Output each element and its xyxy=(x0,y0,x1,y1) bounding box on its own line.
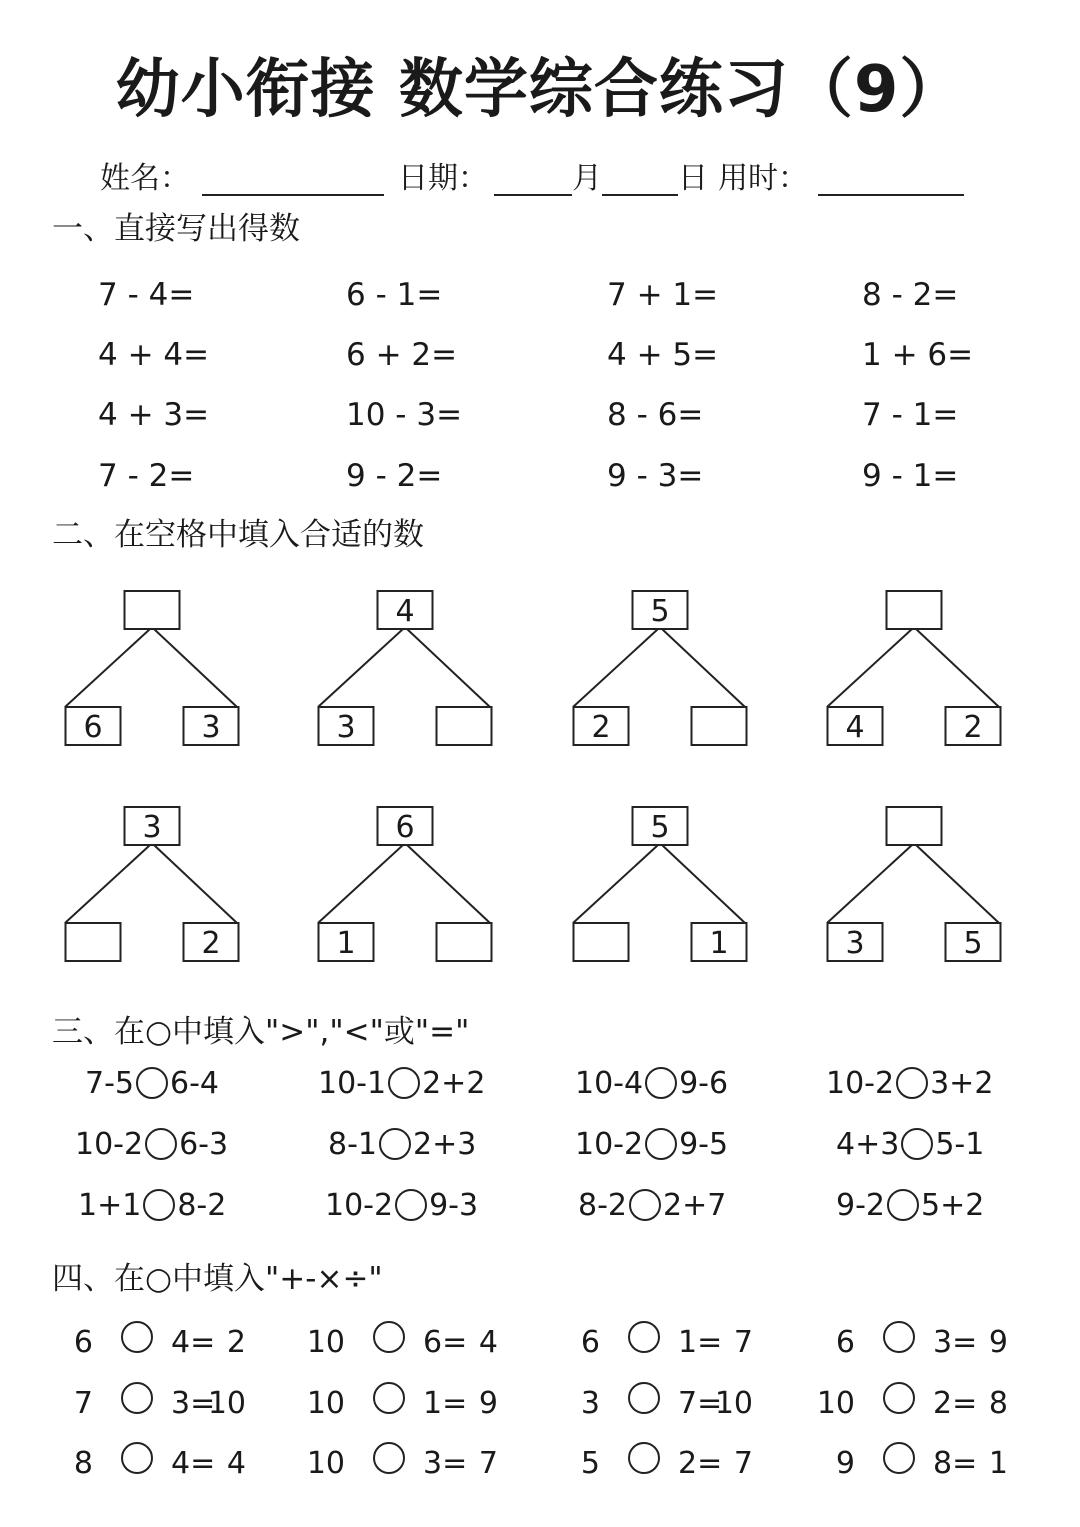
number-bond-tree xyxy=(318,807,492,961)
compare-right-expression: 2+3 xyxy=(413,1126,477,1162)
first-operand: 8 xyxy=(73,1446,93,1481)
bond-number: 2 xyxy=(963,710,983,745)
bond-line-right xyxy=(916,845,999,923)
answer-circle[interactable] xyxy=(136,1067,168,1099)
compare-right-expression: 5+2 xyxy=(921,1187,985,1223)
arithmetic-problem[interactable]: 7 + 1= xyxy=(607,277,719,313)
operator-circle[interactable] xyxy=(373,1321,405,1353)
section4-title: 四、在○中填入"+-×÷" xyxy=(52,1261,383,1297)
arithmetic-problem[interactable]: 6 - 1= xyxy=(346,277,443,313)
operator-row xyxy=(0,1323,1080,1363)
second-operand: 1= xyxy=(423,1386,468,1421)
bond-number: 1 xyxy=(709,926,729,961)
bond-top-box[interactable] xyxy=(125,591,180,629)
first-operand: 6 xyxy=(835,1325,855,1360)
bond-number: 5 xyxy=(963,926,983,961)
operator-row xyxy=(0,1384,1080,1424)
compare-right-expression: 9-6 xyxy=(679,1065,729,1101)
result-value: 2 xyxy=(226,1325,246,1360)
bond-line-left xyxy=(573,845,658,923)
arithmetic-problem[interactable]: 4 + 4= xyxy=(98,337,210,373)
date-label: 日期： xyxy=(398,161,488,196)
answer-circle[interactable] xyxy=(388,1067,420,1099)
number-bond-tree xyxy=(318,591,492,745)
compare-left-expression: 10-2 xyxy=(826,1065,895,1101)
name-label: 姓名： xyxy=(100,161,190,196)
compare-left-expression: 9-2 xyxy=(836,1187,885,1223)
first-operand: 10 xyxy=(816,1386,855,1421)
second-operand: 2= xyxy=(678,1446,723,1481)
answer-circle[interactable] xyxy=(887,1189,919,1221)
compare-right-expression: 9-3 xyxy=(429,1187,479,1223)
compare-right-expression: 8-2 xyxy=(177,1187,227,1223)
compare-right-expression: 6-4 xyxy=(170,1065,219,1101)
result-value: 7 xyxy=(478,1446,498,1481)
result-value: 7 xyxy=(733,1325,753,1360)
compare-row xyxy=(0,1182,1080,1222)
second-operand: 8= xyxy=(933,1446,978,1481)
bond-line-right xyxy=(154,845,237,923)
compare-right-expression: 3+2 xyxy=(930,1065,994,1101)
second-operand: 4= xyxy=(171,1446,216,1481)
compare-right-expression: 6-3 xyxy=(179,1126,229,1162)
second-operand: 3= xyxy=(933,1325,978,1360)
arithmetic-problem[interactable]: 10 - 3= xyxy=(346,397,463,433)
second-operand: 7= xyxy=(678,1386,723,1421)
result-value: 9 xyxy=(478,1386,498,1421)
bond-line-right xyxy=(662,629,745,707)
compare-left-expression: 10-2 xyxy=(325,1187,394,1223)
month-label: 月 xyxy=(572,161,602,196)
bond-line-right xyxy=(407,845,490,923)
compare-problem xyxy=(318,1060,485,1106)
bond-line-left xyxy=(65,845,150,923)
bond-line-left xyxy=(65,629,150,707)
operator-circle[interactable] xyxy=(883,1442,915,1474)
bond-line-left xyxy=(318,629,403,707)
compare-right-expression: 2+7 xyxy=(663,1187,727,1223)
bond-left-box[interactable] xyxy=(66,923,121,961)
bond-left-box[interactable] xyxy=(574,923,629,961)
operator-circle[interactable] xyxy=(121,1382,153,1414)
answer-circle[interactable] xyxy=(145,1128,177,1160)
compare-left-expression: 8-1 xyxy=(328,1126,377,1162)
answer-circle[interactable] xyxy=(901,1128,933,1160)
compare-problem xyxy=(578,1182,726,1228)
number-bond-tree xyxy=(65,807,239,961)
compare-row xyxy=(0,1060,1080,1100)
section2-title: 二、在空格中填入合适的数 xyxy=(52,517,424,553)
number-bond-tree xyxy=(573,807,747,961)
compare-left-expression: 7-5 xyxy=(85,1065,134,1101)
arithmetic-problem[interactable]: 9 - 1= xyxy=(862,458,959,494)
result-value: 4 xyxy=(478,1325,498,1360)
result-value: 9 xyxy=(988,1325,1008,1360)
bond-line-left xyxy=(573,629,658,707)
compare-problem xyxy=(328,1121,476,1167)
second-operand: 3= xyxy=(171,1386,216,1421)
operator-circle[interactable] xyxy=(121,1442,153,1474)
operator-circle[interactable] xyxy=(373,1382,405,1414)
compare-problem xyxy=(836,1121,984,1167)
operator-circle[interactable] xyxy=(373,1442,405,1474)
bond-number: 3 xyxy=(201,710,221,745)
bond-number: 2 xyxy=(201,926,221,961)
number-bond-tree xyxy=(573,591,747,745)
first-operand: 10 xyxy=(306,1446,345,1481)
compare-right-expression: 9-5 xyxy=(679,1126,729,1162)
compare-right-expression: 2+2 xyxy=(422,1065,486,1101)
bond-number: 2 xyxy=(591,710,611,745)
arithmetic-problem[interactable]: 1 + 6= xyxy=(862,337,974,373)
first-operand: 10 xyxy=(306,1325,345,1360)
bond-number: 5 xyxy=(650,594,670,629)
first-operand: 7 xyxy=(73,1386,93,1421)
bond-top-box[interactable] xyxy=(887,807,942,845)
compare-problem xyxy=(325,1182,478,1228)
compare-left-expression: 1+1 xyxy=(78,1187,142,1223)
bond-number: 5 xyxy=(650,810,670,845)
answer-circle[interactable] xyxy=(143,1189,175,1221)
bond-line-right xyxy=(407,629,490,707)
compare-problem xyxy=(575,1121,728,1167)
operator-circle[interactable] xyxy=(883,1321,915,1353)
number-bond-tree xyxy=(827,807,1001,961)
arithmetic-problem[interactable]: 6 + 2= xyxy=(346,337,458,373)
first-operand: 6 xyxy=(580,1325,600,1360)
compare-problem xyxy=(836,1182,984,1228)
arithmetic-problem[interactable]: 9 - 2= xyxy=(346,458,443,494)
bond-number: 4 xyxy=(845,710,865,745)
result-value: 10 xyxy=(207,1386,246,1421)
number-bond-tree xyxy=(827,591,1001,745)
answer-circle[interactable] xyxy=(645,1067,677,1099)
compare-left-expression: 10-1 xyxy=(318,1065,387,1101)
first-operand: 9 xyxy=(835,1446,855,1481)
compare-problem xyxy=(826,1060,993,1106)
compare-row xyxy=(0,1121,1080,1161)
bond-line-left xyxy=(318,845,403,923)
arithmetic-problem[interactable]: 4 + 5= xyxy=(607,337,719,373)
section1-title: 一、直接写出得数 xyxy=(52,211,300,247)
number-bond-tree xyxy=(65,591,239,745)
arithmetic-problem[interactable]: 7 - 4= xyxy=(98,277,195,313)
answer-circle[interactable] xyxy=(395,1189,427,1221)
compare-problem xyxy=(85,1060,219,1106)
arithmetic-problem[interactable]: 4 + 3= xyxy=(98,397,210,433)
answer-circle[interactable] xyxy=(645,1128,677,1160)
first-operand: 10 xyxy=(306,1386,345,1421)
operator-circle[interactable] xyxy=(883,1382,915,1414)
compare-left-expression: 8-2 xyxy=(578,1187,627,1223)
time-label: 用时： xyxy=(718,161,808,196)
arithmetic-problem[interactable]: 9 - 3= xyxy=(607,458,704,494)
bond-right-box[interactable] xyxy=(692,707,747,745)
result-value: 1 xyxy=(988,1446,1008,1481)
first-operand: 3 xyxy=(580,1386,600,1421)
arithmetic-problem[interactable]: 7 - 2= xyxy=(98,458,195,494)
day-label: 日 xyxy=(678,161,708,196)
answer-circle[interactable] xyxy=(629,1189,661,1221)
first-operand: 5 xyxy=(580,1446,600,1481)
bond-number: 3 xyxy=(845,926,865,961)
bond-right-box[interactable] xyxy=(437,707,492,745)
second-operand: 6= xyxy=(423,1325,468,1360)
bond-line-right xyxy=(154,629,237,707)
bond-top-box[interactable] xyxy=(887,591,942,629)
bond-number: 6 xyxy=(395,810,415,845)
bond-number: 3 xyxy=(142,810,162,845)
bond-number: 4 xyxy=(395,594,415,629)
bond-right-box[interactable] xyxy=(437,923,492,961)
arithmetic-problem[interactable]: 8 - 6= xyxy=(607,397,704,433)
result-value: 4 xyxy=(226,1446,246,1481)
operator-circle[interactable] xyxy=(121,1321,153,1353)
answer-circle[interactable] xyxy=(896,1067,928,1099)
bond-number: 1 xyxy=(336,926,356,961)
second-operand: 3= xyxy=(423,1446,468,1481)
bond-line-right xyxy=(662,845,745,923)
result-value: 7 xyxy=(733,1446,753,1481)
arithmetic-problem[interactable]: 7 - 1= xyxy=(862,397,959,433)
section3-title: 三、在○中填入">","<"或"=" xyxy=(52,1014,470,1050)
compare-problem xyxy=(78,1182,226,1228)
bond-line-right xyxy=(916,629,999,707)
compare-problem xyxy=(75,1121,228,1167)
operator-circle[interactable] xyxy=(628,1321,660,1353)
result-value: 10 xyxy=(714,1386,753,1421)
compare-left-expression: 10-2 xyxy=(575,1126,644,1162)
compare-left-expression: 10-2 xyxy=(75,1126,144,1162)
result-value: 8 xyxy=(988,1386,1008,1421)
operator-row xyxy=(0,1444,1080,1484)
operator-circle[interactable] xyxy=(628,1442,660,1474)
compare-right-expression: 5-1 xyxy=(935,1126,985,1162)
second-operand: 2= xyxy=(933,1386,978,1421)
bond-line-left xyxy=(827,845,912,923)
second-operand: 1= xyxy=(678,1325,723,1360)
operator-circle[interactable] xyxy=(628,1382,660,1414)
bond-number: 6 xyxy=(83,710,103,745)
compare-problem xyxy=(575,1060,728,1106)
compare-left-expression: 10-4 xyxy=(575,1065,644,1101)
answer-circle[interactable] xyxy=(379,1128,411,1160)
arithmetic-problem[interactable]: 8 - 2= xyxy=(862,277,959,313)
bond-line-left xyxy=(827,629,912,707)
second-operand: 4= xyxy=(171,1325,216,1360)
first-operand: 6 xyxy=(73,1325,93,1360)
compare-left-expression: 4+3 xyxy=(836,1126,900,1162)
page-title: 幼小衔接 数学综合练习（9） xyxy=(115,53,965,127)
bond-number: 3 xyxy=(336,710,356,745)
